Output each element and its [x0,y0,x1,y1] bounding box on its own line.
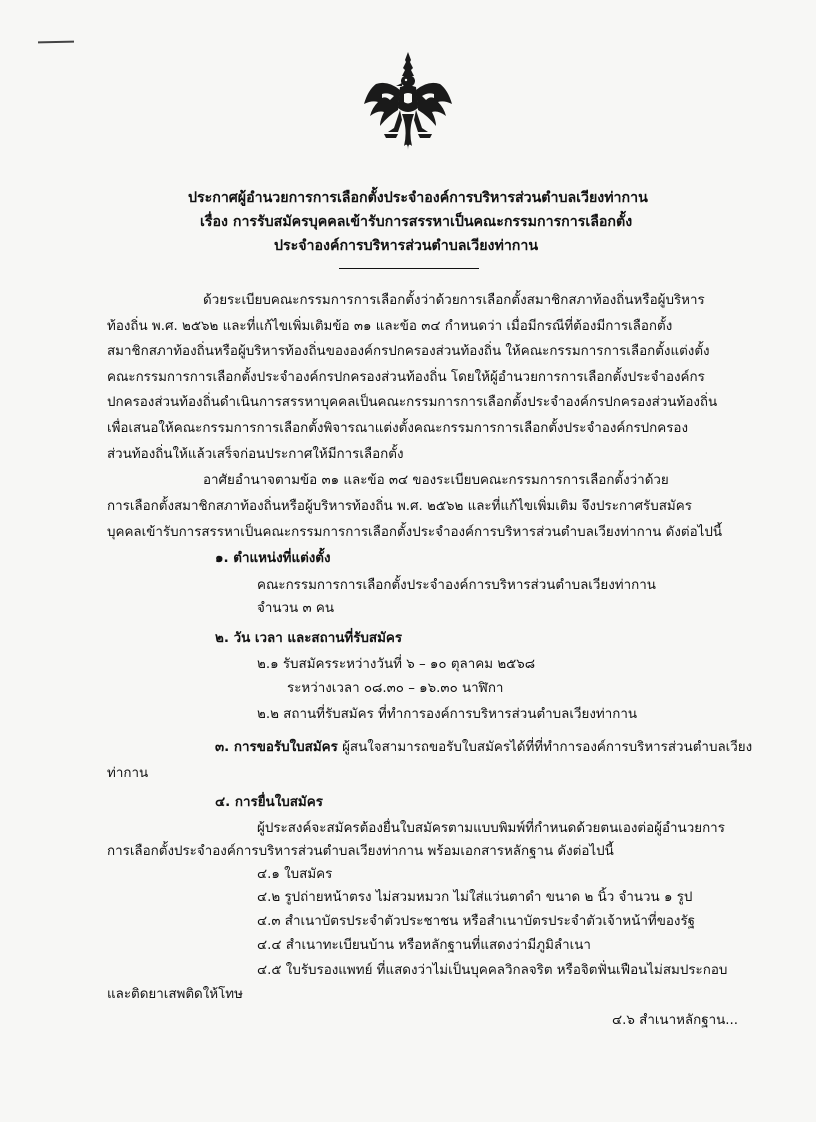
para1-line-7: ส่วนท้องถิ่นให้แล้วเสร็จก่อนประกาศให้มีการเลือกตั้ง [107,447,404,462]
para1-line-5: ปกครองส่วนท้องถิ่นดำเนินการสรรหาบุคคลเป็นคณะกรรมการการเลือกตั้งประจำองค์กรปกครองส่วนท้องถิ่น [107,395,718,410]
section4-item-2: ๔.๒ รูปถ่ายหน้าตรง ไม่สวมหมวก ไม่ใส่แว่นตาดำ ขนาด ๒ นิ้ว จำนวน ๑ รูป [257,890,693,905]
title-line-2: เรื่อง การรับสมัครบุคคลเข้ารับการสรรหาเป็นคณะกรรมการการเลือกตั้ง [200,214,633,230]
section4-item-5: ๔.๕ ใบรับรองแพทย์ ที่แสดงว่าไม่เป็นบุคคลวิกลจริต หรือจิตฟั่นเฟือนไม่สมประกอบ [257,963,728,978]
para1-line-1: ด้วยระเบียบคณะกรรมการการเลือกตั้งว่าด้วยการเลือกตั้งสมาชิกสภาท้องถิ่นหรือผู้บริหาร [203,293,705,308]
para2-line-1: อาศัยอำนาจตามข้อ ๓๑ และข้อ ๓๔ ของระเบียบคณะกรรมการการเลือกตั้งว่าด้วย [203,473,669,488]
section4-item-1: ๔.๑ ใบสมัคร [257,867,333,882]
para1-line-3: สมาชิกสภาท้องถิ่นหรือผู้บริหารท้องถิ่นขององค์กรปกครองส่วนท้องถิ่น ให้คณะกรรมการการเลือกตั้งแต่งตั้ง [107,344,710,359]
section1-line-1: คณะกรรมการการเลือกตั้งประจำองค์การบริหารส่วนตำบลเวียงท่ากาน [257,578,656,593]
section2-heading: ๒. วัน เวลา และสถานที่รับสมัคร [215,631,403,646]
section2-line-2: ระหว่างเวลา ๐๘.๓๐ – ๑๖.๓๐ นาฬิกา [287,681,504,696]
section1-line-2: จำนวน ๓ คน [257,601,334,616]
title-line-1: ประกาศผู้อำนวยการการเลือกตั้งประจำองค์การบริหารส่วนตำบลเวียงท่ากาน [188,190,648,206]
pen-mark [38,41,74,44]
para2-line-2: การเลือกตั้งสมาชิกสภาท้องถิ่นหรือผู้บริหารท้องถิ่น พ.ศ. ๒๕๖๒ และที่แก้ไขเพิ่มเติม จึงประกาศรับสมัคร [107,499,692,514]
section3-text: ผู้สนใจสามารถขอรับใบสมัครได้ที่ที่ทำการองค์การบริหารส่วนตำบลเวียง [337,740,753,755]
garuda-emblem-icon [358,50,458,154]
section2-line-1: ๒.๑ รับสมัครระหว่างวันที่ ๖ – ๑๐ ตุลาคม ๒๕๖๘ [257,657,536,672]
section4-intro-2: การเลือกตั้งประจำองค์การบริหารส่วนตำบลเวียงท่ากาน พร้อมเอกสารหลักฐาน ดังต่อไปนี้ [107,844,614,859]
section2-line-3: ๒.๒ สถานที่รับสมัคร ที่ทำการองค์การบริหารส่วนตำบลเวียงท่ากาน [257,707,637,722]
section4-item-3: ๔.๓ สำเนาบัตรประจำตัวประชาชน หรือสำเนาบัตรประจำตัวเจ้าหน้าที่ของรัฐ [257,914,696,929]
section4-intro-1: ผู้ประสงค์จะสมัครต้องยื่นใบสมัครตามแบบพิมพ์ที่กำหนดด้วยตนเองต่อผู้อำนวยการ [257,821,725,836]
section4-item-4: ๔.๔ สำเนาทะเบียนบ้าน หรือหลักฐานที่แสดงว่ามีภูมิลำเนา [257,938,591,953]
para1-line-6: เพื่อเสนอให้คณะกรรมการการเลือกตั้งพิจารณาแต่งตั้งคณะกรรมการการเลือกตั้งประจำองค์กรปกครอง [107,421,689,436]
section3-line [215,739,752,757]
section3-heading: ๓. การขอรับใบสมัคร [215,740,338,755]
title-line-3: ประจำองค์การบริหารส่วนตำบลเวียงท่ากาน [274,238,539,254]
section3-text-cont: ท่ากาน [107,766,149,781]
section4-item-5-cont: และติดยาเสพติดให้โทษ [107,987,243,1002]
para1-line-2: ท้องถิ่น พ.ศ. ๒๕๖๒ และที่แก้ไขเพิ่มเติมข้อ ๓๑ และข้อ ๓๔ กำหนดว่า เมื่อมีกรณีที่ต้องมีการเลือกตั้ง [107,319,673,334]
para1-line-4: คณะกรรมการการเลือกตั้งประจำองค์กรปกครองส่วนท้องถิ่น โดยให้ผู้อำนวยการการเลือกตั้งประจำองค์กร [107,370,705,385]
section1-heading: ๑. ตำแหน่งที่แต่งตั้ง [215,551,331,566]
next-page-cue: ๔.๖ สำเนาหลักฐาน... [612,1013,739,1028]
section4-heading: ๔. การยื่นใบสมัคร [215,795,323,810]
para2-line-3: บุคคลเข้ารับการสรรหาเป็นคณะกรรมการการเลือกตั้งประจำองค์การบริหารส่วนตำบลเวียงท่ากาน ดังต่อไปนี้ [107,525,723,540]
title-underline [339,268,479,269]
